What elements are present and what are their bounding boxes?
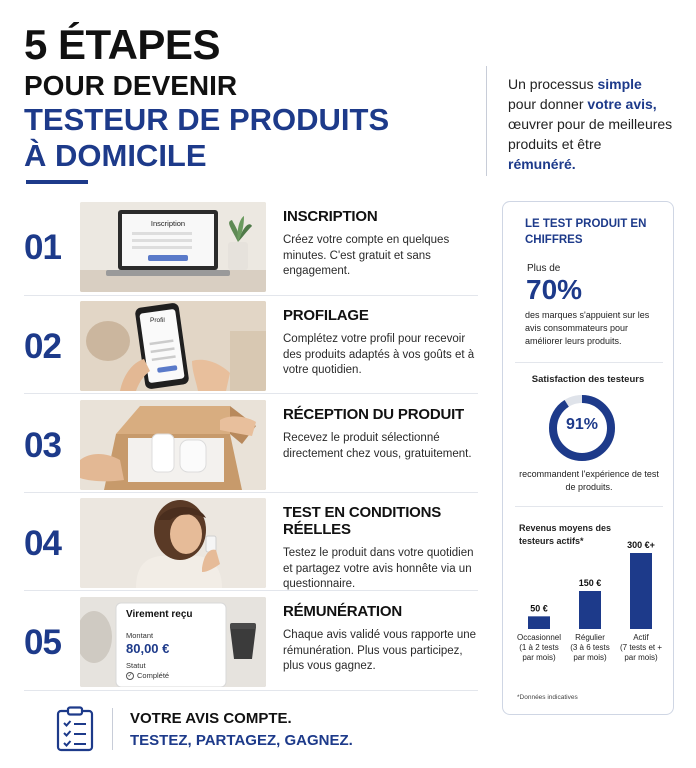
phone-screen-title: Profil xyxy=(150,317,165,324)
footnote: *Données indicatives xyxy=(517,694,578,701)
step-number: 01 xyxy=(24,228,61,267)
laptop-illustration xyxy=(80,202,266,292)
step-5 xyxy=(24,593,478,691)
step-description: Complétez votre profil pour recevoir des produits adaptés à vos goûts et à votre quotidien. xyxy=(283,333,475,376)
step-title: RÉMUNÉRATION xyxy=(283,603,402,620)
transfer-title: Virement reçu xyxy=(126,609,193,620)
bar-category-label: Occasionnel (1 à 2 tests par mois) xyxy=(516,633,562,662)
step-number: 02 xyxy=(24,327,61,366)
stat-prefix: Plus de xyxy=(527,263,561,274)
title-line-2: POUR DEVENIR xyxy=(24,70,238,101)
footer-headline: VOTRE AVIS COMPTE. xyxy=(130,710,292,727)
title-line-4: À DOMICILE xyxy=(24,138,207,173)
package-illustration xyxy=(80,400,266,490)
step-title: RÉCEPTION DU PRODUIT xyxy=(283,406,465,423)
step-2 xyxy=(24,297,478,395)
satisfaction-description: recommandent l'expérience de test de produits. xyxy=(519,469,659,492)
stat-big-number: 70% xyxy=(526,274,583,305)
stats-panel xyxy=(502,201,674,715)
step-title: TEST EN CONDITIONS RÉELLES xyxy=(283,504,442,538)
title-line-3: TESTEUR DE PRODUITS xyxy=(24,102,390,137)
step-description: Recevez le produit sélectionné directement chez vous, gratuitement. xyxy=(283,432,472,460)
stat-description: des marques s'appuient sur les avis consommateurs pour améliorer leurs produits. xyxy=(525,310,650,346)
panel-title: LE TEST PRODUIT EN CHIFFRES xyxy=(525,218,647,246)
bar-category-label: Régulier (3 à 6 tests par mois) xyxy=(570,633,610,662)
check-circle-icon: ✓ xyxy=(127,672,133,679)
bar-value-label: 300 €+ xyxy=(627,540,655,550)
bar-value-label: 50 € xyxy=(530,603,548,614)
revenue-title: Revenus moyens des testeurs actifs* xyxy=(519,523,612,546)
intro-bold-1: simple xyxy=(597,76,642,92)
revenue-bar-chart xyxy=(503,532,675,702)
step-divider xyxy=(24,590,478,591)
step-title: PROFILAGE xyxy=(283,307,369,324)
clipboard-checklist-icon xyxy=(56,706,94,752)
step-number: 03 xyxy=(24,426,61,465)
step-number: 04 xyxy=(24,524,61,563)
phone-illustration xyxy=(80,301,266,391)
panel-divider xyxy=(515,362,663,363)
step-divider xyxy=(24,393,478,394)
transfer-status-label: Statut xyxy=(126,661,146,670)
bar-value-label: 150 € xyxy=(578,578,602,588)
title-line-1: 5 ÉTAPES xyxy=(24,21,220,68)
title-underline xyxy=(26,180,88,184)
intro-part-2: pour donner xyxy=(508,96,588,112)
step-description: Créez votre compte en quelques minutes. C'est gratuit et sans engagement. xyxy=(283,234,450,277)
transfer-amount-label: Montant xyxy=(126,631,154,640)
step-1 xyxy=(24,198,478,296)
intro-separator xyxy=(486,66,487,176)
footer-separator xyxy=(112,708,113,750)
step-divider xyxy=(24,492,478,493)
transfer-card-illustration xyxy=(80,597,266,687)
footer-divider xyxy=(24,690,478,691)
satisfaction-title: Satisfaction des testeurs xyxy=(531,374,645,385)
transfer-amount: 80,00 € xyxy=(126,641,170,656)
revenue-bar xyxy=(579,591,601,629)
intro-bold-3: rémunéré. xyxy=(508,156,576,172)
panel-divider xyxy=(515,506,663,507)
step-divider xyxy=(24,295,478,296)
intro-part-1: Un processus xyxy=(508,76,598,92)
step-description: Testez le produit dans votre quotidien et partagez votre avis honnête via un questionnaire. xyxy=(283,547,474,590)
bar-category-label: Actif (7 tests et + par mois) xyxy=(619,633,663,662)
intro-part-3: œuvrer pour de meilleures produits et être xyxy=(508,116,673,152)
revenue-bar xyxy=(528,616,550,629)
laptop-screen-title: Inscription xyxy=(150,219,186,228)
step-3 xyxy=(24,396,478,494)
transfer-status-value: Complété xyxy=(137,671,170,680)
page-title xyxy=(24,22,464,174)
step-description: Chaque avis validé vous rapporte une rémunération. Plus vous participez, plus vous gagnez. xyxy=(283,629,477,672)
step-4 xyxy=(24,494,478,592)
revenue-bar xyxy=(630,553,652,629)
intro-bold-2: votre avis, xyxy=(587,96,657,112)
transfer-status xyxy=(126,671,169,680)
step-title: INSCRIPTION xyxy=(283,208,378,225)
intro-text xyxy=(508,74,678,174)
woman-testing-illustration xyxy=(80,498,266,588)
step-number: 05 xyxy=(24,623,61,662)
footer-tagline: TESTEZ, PARTAGEZ, GAGNEZ. xyxy=(130,732,353,749)
satisfaction-percent: 91% xyxy=(565,416,599,433)
